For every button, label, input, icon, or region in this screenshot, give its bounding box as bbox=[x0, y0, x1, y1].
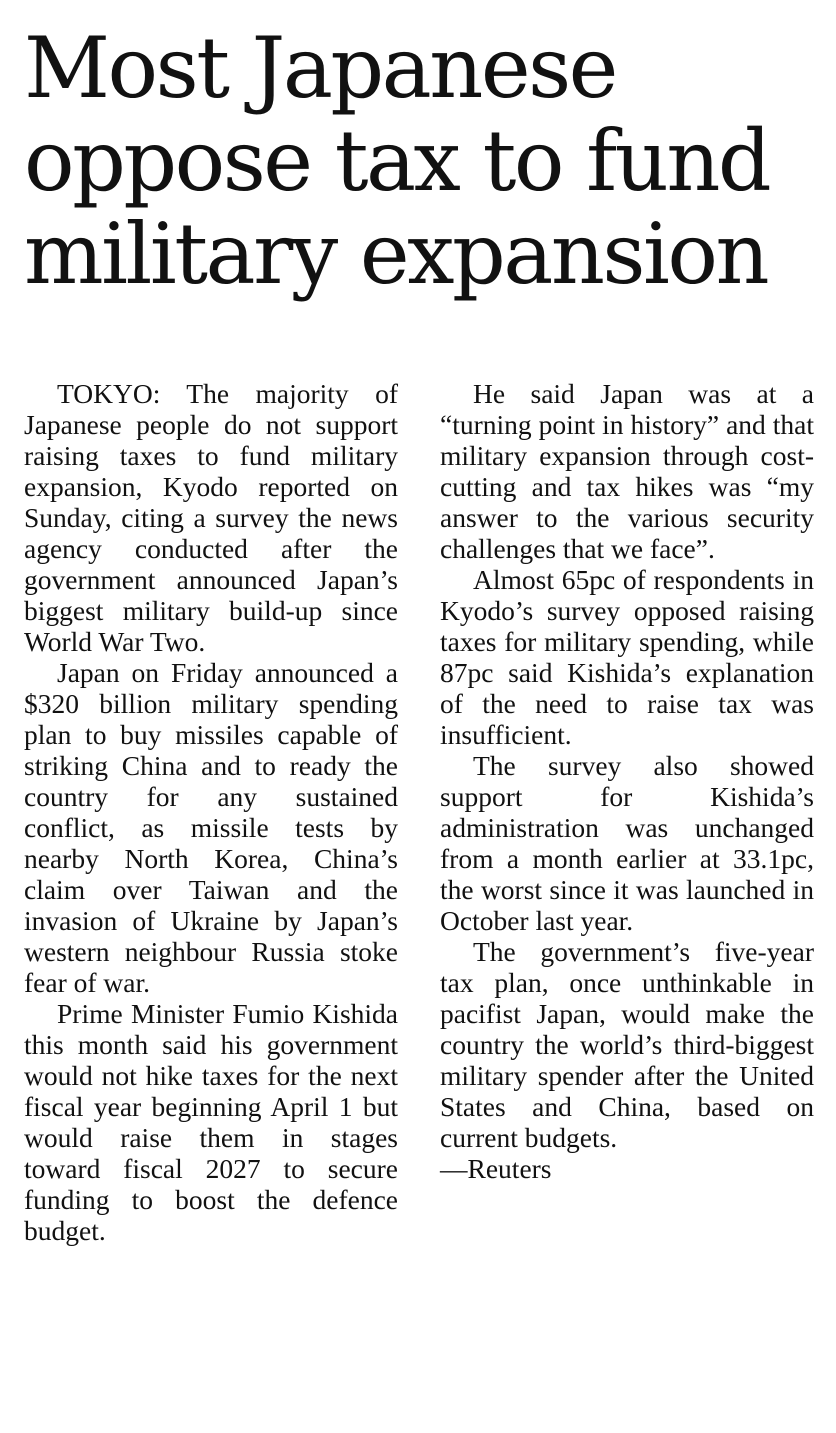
article-paragraph: Almost 65pc of respondents in Kyodo’s survey opposed raising taxes for military spending, while 87pc said Kishida’s explanation of the need to raise tax was insufficient. bbox=[440, 564, 814, 750]
byline: —Reuters bbox=[440, 1153, 552, 1184]
article-paragraph: The government’s five-year tax plan, once unthinkable in pacifist Japan, would make the country the world’s third-biggest military spender after the United States and China, based on current budgets. bbox=[440, 936, 814, 1153]
article-paragraph: Prime Minister Fumio Kishida this month said his government would not hike taxes for the next fiscal year beginning April 1 but would raise them in stages toward fiscal 2027 to secure funding to boost the defence budget. bbox=[24, 998, 398, 1246]
headline-line: Most Japanese bbox=[24, 19, 616, 117]
headline-line: military expansion bbox=[24, 205, 768, 303]
article-paragraph: He said Japan was at a “turning point in history” and that military expansion through cost-cutting and tax hikes was “my answer to the various security challenges that we face”. bbox=[440, 378, 814, 564]
article-column-right bbox=[440, 378, 814, 1184]
headline-line: oppose tax to fund bbox=[24, 112, 770, 210]
article-paragraph: The survey also showed support for Kishida’s administration was unchanged from a month earlier at 33.1pc, the worst since it was launched in October last year. bbox=[440, 750, 814, 936]
headline bbox=[24, 19, 814, 303]
article-paragraph: TOKYO: The majority of Japanese people do not support raising taxes to fund military expansion, Kyodo reported on Sunday, citing a survey the news agency conducted after the government announced Japan’s biggest military build-up since World War Two. bbox=[24, 378, 398, 657]
article-paragraph: Japan on Friday announced a $320 billion military spending plan to buy missiles capable of striking China and to ready the country for any sustained conflict, as missile tests by nearby North Korea, China’s claim over Taiwan and the invasion of Ukraine by Japan’s western neighbour Russia stoke fear of war. bbox=[24, 657, 398, 998]
article-column-left bbox=[24, 378, 398, 1246]
